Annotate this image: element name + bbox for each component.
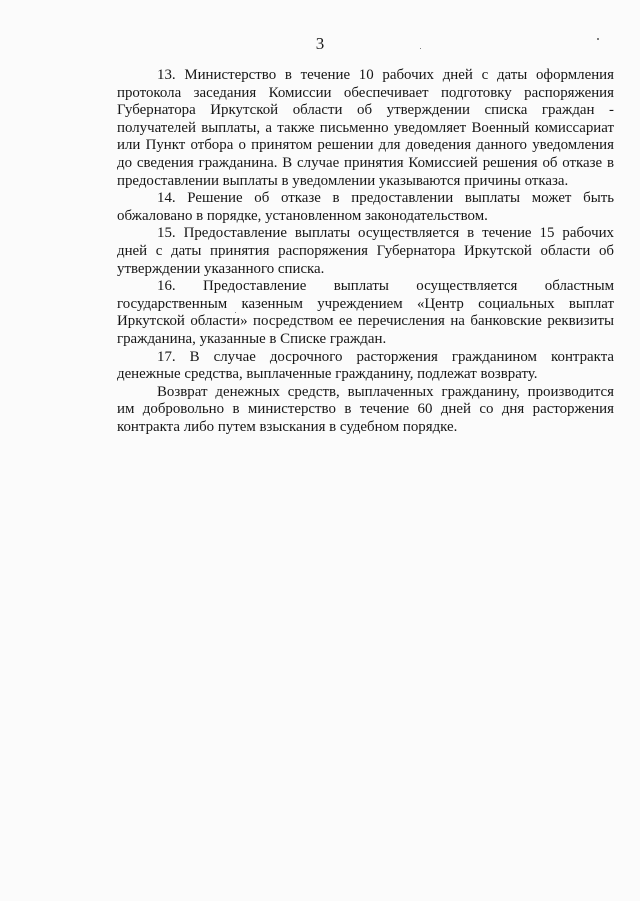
paragraph-15: 15. Предоставление выплаты осуществляется в течение 15 рабочих дней с даты принятия распоряжения Губернатора Иркутской области об утверждении указанного списка. [117,225,614,277]
paragraph-13: 13. Министерство в течение 10 рабочих дней с даты оформления протокола заседания Комиссии обеспечивает подготовку распоряжения Губернатора Иркутской области об утверждении списка граждан - получателей выплаты, а также письменно уведомляет Военный комиссариат или Пункт отбора о принятом решении для доведения данного уведомления до сведения гражданина. В случае принятия Комиссией решения об отказе в предоставлении выплаты в уведомлении указываются причины отказа. [117,67,614,189]
scan-speck [597,38,599,40]
scan-speck [235,312,236,313]
page-number: 3 [315,34,325,53]
scan-speck [420,48,421,49]
paragraph-17: 17. В случае досрочного расторжения гражданином контракта денежные средства, выплаченные гражданину, подлежат возврату. [117,348,614,383]
paragraph-refund: Возврат денежных средств, выплаченных гражданину, производится им добровольно в министерство в течение 60 дней со дня расторжения контракта либо путем взыскания в судебном порядке. [117,383,614,435]
paragraph-16: 16. Предоставление выплаты осуществляется областным государственным казенным учреждением «Центр социальных выплат Иркутской области» посредством ее перечисления на банковские реквизиты гражданина, указанные в Списке граждан. [117,278,614,347]
document-body [117,67,614,436]
paragraph-14: 14. Решение об отказе в предоставлении выплаты может быть обжаловано в порядке, установленном законодательством. [117,190,614,224]
